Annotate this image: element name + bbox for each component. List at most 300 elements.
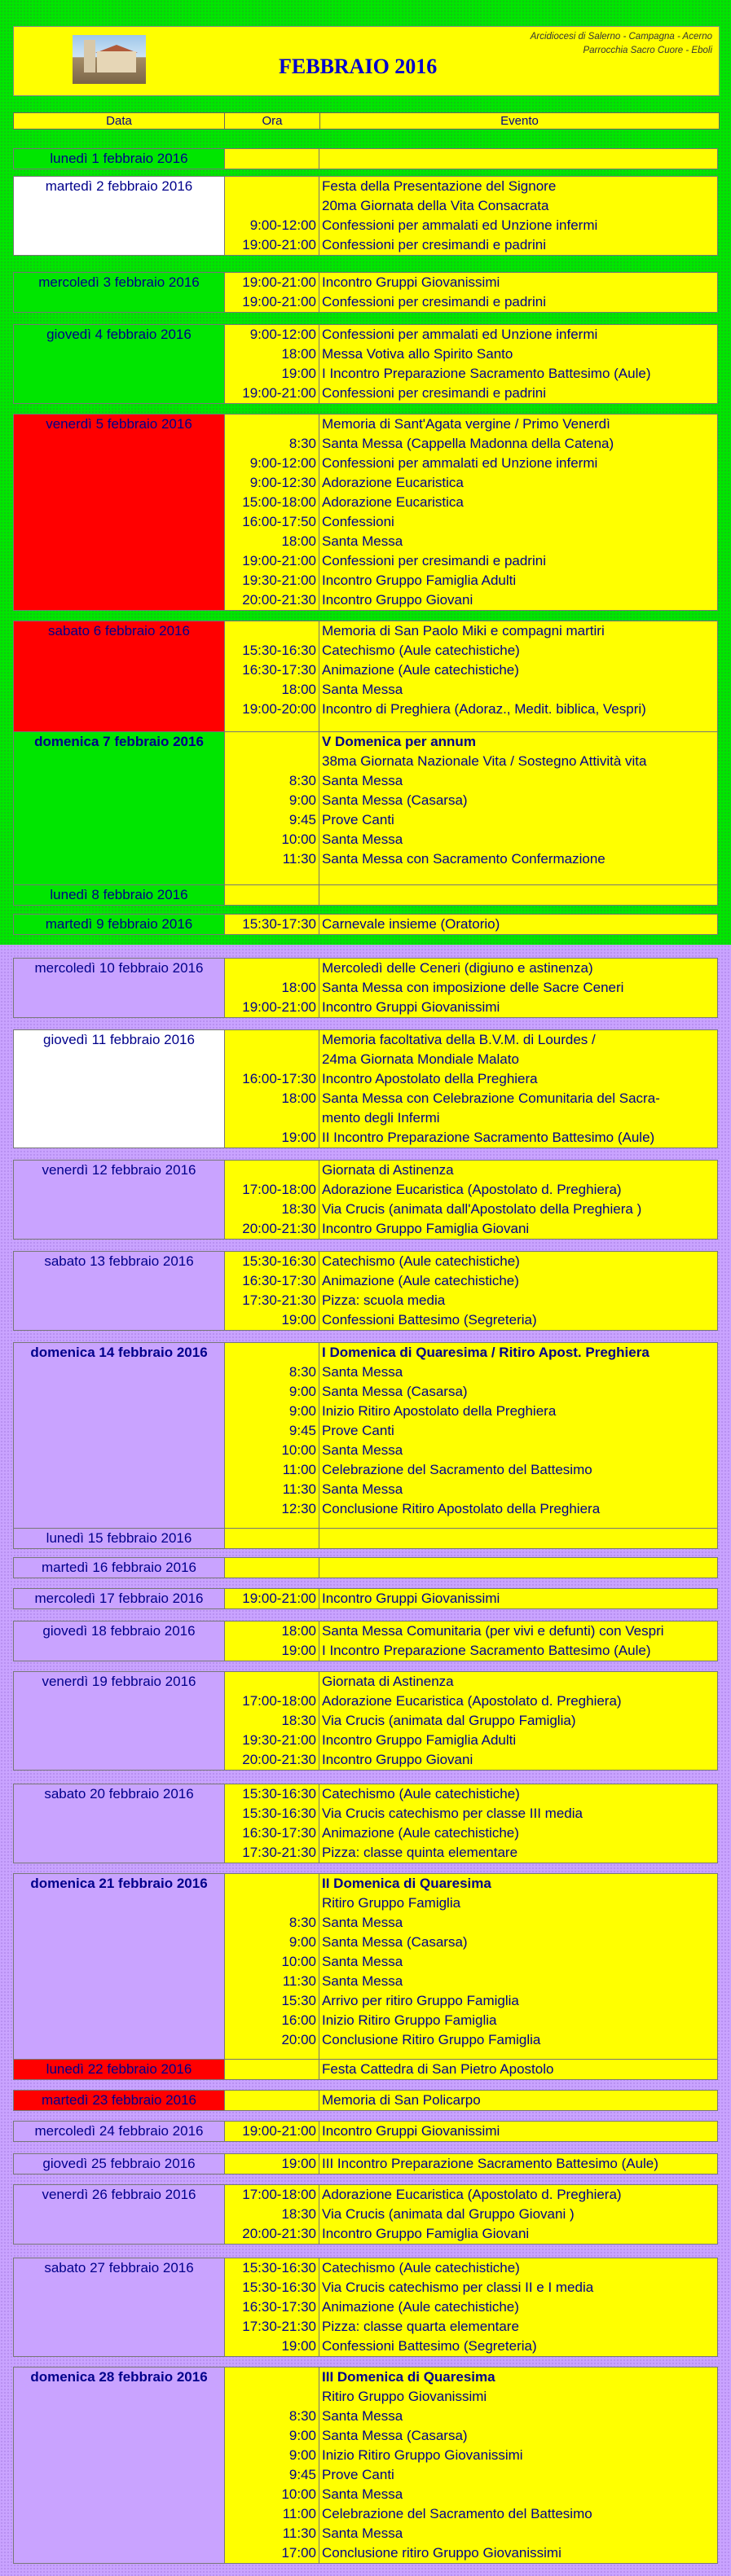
event-time: 15:30-16:30 (242, 2280, 316, 2295)
event-time: 11:30 (282, 1481, 316, 1497)
event-time (225, 621, 316, 641)
event-description: Inizio Ritiro Gruppo Famiglia (322, 2012, 497, 2028)
day-row (13, 2258, 718, 2357)
event-time: 18:00 (281, 980, 316, 995)
day-events (319, 415, 717, 610)
event-description: Giornata di Astinenza (322, 1674, 454, 1689)
day-row (13, 148, 718, 169)
event-time (225, 1343, 316, 1363)
event-description: Confessioni per cresimandi e padrini (322, 237, 546, 252)
event-description: Conclusione Ritiro Gruppo Famiglia (322, 2032, 541, 2047)
event-time: 16:30-17:30 (242, 1825, 316, 1841)
day-row (13, 1671, 718, 1771)
day-row (13, 1160, 718, 1240)
event-time: 8:30 (288, 2408, 316, 2424)
event-description: Festa Cattedra di San Pietro Apostolo (322, 2061, 554, 2077)
event-description: Prove Canti (322, 2467, 394, 2482)
event-time: 11:00 (282, 2506, 316, 2521)
event-description: Incontro Gruppi Giovanissimi (322, 1591, 500, 1606)
day-date: giovedì 25 febbraio 2016 (14, 2154, 224, 2174)
day-row (13, 2121, 718, 2142)
event-description: Via Crucis (animata dal Gruppo Famiglia) (322, 1713, 576, 1728)
day-date: domenica 14 febbraio 2016 (14, 1343, 224, 1538)
event-description: Confessioni per cresimandi e padrini (322, 385, 546, 401)
day-row (13, 1342, 718, 1539)
day-events (319, 2122, 717, 2141)
event-time: 19:00-21:00 (242, 999, 316, 1015)
event-description: mento degli Infermi (322, 1110, 440, 1126)
day-date: sabato 6 febbraio 2016 (14, 621, 224, 739)
event-time (225, 732, 316, 752)
event-description: Via Crucis catechismo per classi II e I media (322, 2280, 594, 2295)
day-times (224, 1874, 319, 2069)
event-description: I Incontro Preparazione Sacramento Battesimo (Aule) (322, 366, 651, 381)
event-description: II Domenica di Quaresima (322, 1876, 491, 1891)
event-time: 9:00 (288, 792, 316, 808)
event-description: Confessioni per ammalati ed Unzione infermi (322, 327, 598, 342)
event-time: 8:30 (288, 1915, 316, 1930)
event-description: Memoria di San Policarpo (322, 2092, 481, 2108)
event-description: Confessioni Battesimo (Segreteria) (322, 1312, 537, 1327)
event-description: Via Crucis catechismo per classe III media (322, 1806, 583, 1821)
day-times (224, 1589, 319, 1608)
day-times (224, 732, 319, 889)
event-time: 10:00 (281, 2486, 316, 2502)
event-description: Celebrazione del Sacramento del Battesimo (322, 2506, 592, 2521)
day-date: sabato 20 febbraio 2016 (14, 1784, 224, 1863)
event-description: Santa Messa (322, 2526, 403, 2541)
event-description: Incontro Gruppo Famiglia Giovani (322, 1221, 530, 1236)
day-times (224, 1343, 319, 1538)
event-time: 9:00-12:00 (249, 217, 316, 233)
day-row (13, 621, 718, 739)
event-description: Ritiro Gruppo Giovanissimi (322, 2389, 487, 2404)
day-date: lunedì 22 febbraio 2016 (14, 2060, 224, 2079)
column-headers (13, 112, 720, 129)
event-time: 16:30-17:30 (242, 1273, 316, 1288)
event-description: Festa della Presentazione del Signore (322, 178, 557, 194)
event-time (225, 752, 316, 771)
day-events (319, 273, 717, 312)
event-description: Incontro Gruppo Famiglia Adulti (322, 573, 517, 588)
event-description: Conclusione Ritiro Apostolato della Preghiera (322, 1501, 601, 1516)
event-time (225, 885, 316, 905)
event-description: Santa Messa con Celebrazione Comunitaria del Sacra- (322, 1091, 660, 1106)
event-description: Adorazione Eucaristica (322, 494, 464, 510)
event-time: 19:00-21:00 (242, 2123, 316, 2139)
day-row (13, 2367, 718, 2564)
day-row (13, 2184, 718, 2245)
event-time: 19:00 (281, 1643, 316, 1658)
day-date: venerdì 19 febbraio 2016 (14, 1672, 224, 1770)
event-description: Pizza: classe quinta elementare (322, 1845, 518, 1860)
event-time: 9:45 (288, 1423, 316, 1438)
event-description: Confessioni (322, 514, 394, 529)
day-date: venerdì 12 febbraio 2016 (14, 1161, 224, 1239)
day-events (319, 2091, 717, 2110)
event-description: Catechismo (Aule catechistiche) (322, 1253, 520, 1269)
event-time: 19:00-21:00 (242, 237, 316, 252)
event-time (225, 1894, 316, 1913)
event-time: 9:00 (288, 1384, 316, 1399)
event-time: 9:00 (288, 1403, 316, 1419)
day-times (224, 325, 319, 403)
day-row (13, 1621, 718, 1661)
event-description: Santa Messa (Casarsa) (322, 1934, 468, 1950)
event-time (225, 415, 316, 434)
day-row (13, 731, 718, 889)
event-description: Animazione (Aule catechistiche) (322, 1825, 519, 1841)
event-description: Conclusione ritiro Gruppo Giovanissimi (322, 2545, 561, 2561)
event-time: 19:30-21:00 (242, 1732, 316, 1748)
event-time: 17:00-18:00 (242, 1693, 316, 1709)
event-time: 17:30-21:30 (242, 1292, 316, 1308)
event-description: Giornata di Astinenza (322, 1162, 454, 1178)
event-description: Incontro Gruppo Giovani (322, 1752, 473, 1767)
event-time: 9:00 (288, 2428, 316, 2443)
day-times (224, 415, 319, 610)
event-time: 18:30 (281, 2206, 316, 2222)
event-description: Santa Messa (322, 2408, 403, 2424)
event-description: Pizza: scuola media (322, 1292, 446, 1308)
day-row (13, 1029, 718, 1148)
event-description: Ritiro Gruppo Famiglia (322, 1895, 461, 1911)
day-times (224, 621, 319, 739)
event-description: Santa Messa (322, 773, 403, 788)
event-time: 18:00 (281, 346, 316, 362)
event-time (225, 1672, 316, 1692)
event-description: Confessioni Battesimo (Segreteria) (322, 2338, 537, 2354)
day-date: mercoledì 24 febbraio 2016 (14, 2122, 224, 2141)
event-time: 9:00 (288, 1934, 316, 1950)
parish-line: Parrocchia Sacro Cuore - Eboli (583, 46, 712, 55)
day-row (13, 1588, 718, 1609)
event-description: Memoria di San Paolo Miki e compagni martiri (322, 623, 605, 639)
event-time: 19:00 (281, 366, 316, 381)
day-date: giovedì 4 febbraio 2016 (14, 325, 224, 403)
event-time: 8:30 (288, 436, 316, 451)
event-time: 19:00 (281, 2338, 316, 2354)
event-description: Catechismo (Aule catechistiche) (322, 2260, 520, 2275)
event-description: Arrivo per ritiro Gruppo Famiglia (322, 1993, 519, 2008)
event-description: Confessioni per cresimandi e padrini (322, 553, 546, 568)
calendar-header (13, 26, 720, 96)
event-time: 20:00-21:30 (242, 592, 316, 608)
event-time: 15:30-16:30 (242, 643, 316, 658)
event-time: 17:00-18:00 (242, 2187, 316, 2202)
event-description: Santa Messa (322, 682, 403, 697)
page-title: FEBBRAIO 2016 (279, 55, 438, 78)
day-row (13, 2090, 718, 2111)
event-description: Prove Canti (322, 812, 394, 827)
event-time: 8:30 (288, 1364, 316, 1380)
day-events (319, 1558, 717, 1578)
day-row (13, 2153, 718, 2174)
event-description: III Domenica di Quaresima (322, 2369, 495, 2385)
day-events (319, 1784, 717, 1863)
event-time: 15:30-16:30 (242, 2260, 316, 2275)
event-time: 15:30-17:30 (242, 916, 316, 932)
day-events (319, 325, 717, 403)
day-date: giovedì 18 febbraio 2016 (14, 1622, 224, 1661)
event-description: Santa Messa (322, 533, 403, 549)
event-description: Messa Votiva allo Spirito Santo (322, 346, 513, 362)
day-row (13, 958, 718, 1018)
event-time (225, 1161, 316, 1180)
day-times (224, 2258, 319, 2356)
day-date: venerdì 5 febbraio 2016 (14, 415, 224, 610)
day-times (224, 959, 319, 1017)
day-row (13, 1873, 718, 2070)
event-description: Celebrazione del Sacramento del Battesimo (322, 1462, 592, 1477)
event-time: 17:00-18:00 (242, 1182, 316, 1197)
event-time: 19:00-21:00 (242, 385, 316, 401)
event-description: Via Crucis (animata dall'Apostolato della Preghiera ) (322, 1201, 642, 1217)
day-date: mercoledì 17 febbraio 2016 (14, 1589, 224, 1608)
event-time (225, 177, 316, 196)
day-row (13, 1528, 718, 1549)
event-time: 19:00-21:00 (242, 294, 316, 309)
day-events (319, 1589, 717, 1608)
day-date: martedì 9 febbraio 2016 (14, 915, 224, 934)
day-times (224, 1784, 319, 1863)
event-time: 19:00 (281, 1130, 316, 1145)
day-row (13, 272, 718, 313)
event-description: Santa Messa (322, 1954, 403, 1969)
day-date: mercoledì 10 febbraio 2016 (14, 959, 224, 1017)
event-time: 12:30 (281, 1501, 316, 1516)
event-time: 19:00-21:00 (242, 1591, 316, 1606)
day-events (319, 2368, 717, 2563)
event-time: 10:00 (281, 1442, 316, 1458)
event-description: Santa Messa (Casarsa) (322, 2428, 468, 2443)
event-time: 18:30 (281, 1713, 316, 1728)
day-times (224, 2122, 319, 2141)
event-description: Incontro di Preghiera (Adoraz., Medit. biblica, Vespri) (322, 701, 646, 717)
day-times (224, 915, 319, 934)
event-time: 19:00 (281, 2156, 316, 2171)
event-description: Santa Messa (Cappella Madonna della Catena) (322, 436, 614, 451)
event-description: Incontro Gruppo Giovani (322, 592, 473, 608)
event-time (225, 959, 316, 978)
day-row (13, 176, 718, 256)
diocese-info (531, 30, 712, 58)
event-time (225, 1874, 316, 1894)
day-date: domenica 28 febbraio 2016 (14, 2368, 224, 2563)
day-date: venerdì 26 febbraio 2016 (14, 2185, 224, 2244)
event-description: V Domenica per annum (322, 734, 476, 749)
day-times (224, 2368, 319, 2563)
event-time: 9:00 (288, 2447, 316, 2463)
day-events (319, 1252, 717, 1330)
event-description: Adorazione Eucaristica (322, 475, 464, 490)
event-description: Santa Messa (322, 1481, 403, 1497)
day-times (224, 1558, 319, 1578)
day-times (224, 2154, 319, 2174)
event-description: III Incontro Preparazione Sacramento Battesimo (Aule) (322, 2156, 658, 2171)
event-time: 19:00-20:00 (242, 701, 316, 717)
event-description: Carnevale insieme (Oratorio) (322, 916, 500, 932)
event-description: Santa Messa (322, 1973, 403, 1989)
event-description: Incontro Gruppi Giovanissimi (322, 999, 500, 1015)
event-time: 19:00-21:00 (242, 274, 316, 290)
event-time: 17:30-21:30 (242, 2319, 316, 2334)
event-time: 9:00-12:30 (249, 475, 316, 490)
day-events (319, 177, 717, 255)
event-time: 15:30 (281, 1993, 316, 2008)
day-row (13, 1251, 718, 1331)
event-description: Prove Canti (322, 1423, 394, 1438)
event-time: 16:30-17:30 (242, 2299, 316, 2315)
day-date: lunedì 8 febbraio 2016 (14, 885, 224, 905)
event-time: 18:00 (281, 1623, 316, 1639)
event-description: Incontro Gruppi Giovanissimi (322, 2123, 500, 2139)
event-time: 17:00 (281, 2545, 316, 2561)
event-description: Incontro Apostolato della Preghiera (322, 1071, 538, 1086)
event-description: Memoria di Sant'Agata vergine / Primo Venerdì (322, 416, 610, 432)
day-times (224, 1030, 319, 1148)
event-description: Santa Messa Comunitaria (per vivi e defunti) con Vespri (322, 1623, 664, 1639)
day-events (319, 621, 717, 739)
event-time (225, 2387, 316, 2407)
event-time: 16:00-17:30 (242, 1071, 316, 1086)
event-description: Catechismo (Aule catechistiche) (322, 1786, 520, 1801)
day-events (319, 959, 717, 1017)
event-description: 24ma Giornata Mondiale Malato (322, 1051, 519, 1067)
event-description: Mercoledì delle Ceneri (digiuno e astinenza) (322, 960, 593, 976)
event-description: I Incontro Preparazione Sacramento Battesimo (Aule) (322, 1643, 651, 1658)
event-time: 20:00-21:30 (242, 1752, 316, 1767)
day-date: lunedì 15 febbraio 2016 (14, 1529, 224, 1548)
day-events (319, 915, 717, 934)
event-time: 15:30-16:30 (242, 1806, 316, 1821)
event-description: Animazione (Aule catechistiche) (322, 1273, 519, 1288)
event-time: 16:30-17:30 (242, 662, 316, 678)
event-time (225, 1558, 316, 1578)
event-time: 20:00-21:30 (242, 1221, 316, 1236)
column-event: Evento (319, 113, 719, 129)
event-time: 15:30-16:30 (242, 1786, 316, 1801)
event-description (322, 1529, 717, 1548)
day-events (319, 1030, 717, 1148)
day-times (224, 177, 319, 255)
event-time: 9:00-12:00 (249, 455, 316, 471)
day-events (319, 2258, 717, 2356)
day-events (319, 1529, 717, 1548)
event-time: 17:30-21:30 (242, 1845, 316, 1860)
day-events (319, 1874, 717, 2069)
event-description: Adorazione Eucaristica (Apostolato d. Preghiera) (322, 1693, 622, 1709)
event-time: 18:00 (281, 533, 316, 549)
day-events (319, 149, 717, 169)
event-description: Confessioni per cresimandi e padrini (322, 294, 546, 309)
event-time: 11:30 (282, 851, 316, 867)
church-photo-icon (73, 35, 146, 84)
day-times (224, 273, 319, 312)
event-time: 19:00 (281, 1312, 316, 1327)
event-time: 18:00 (281, 1091, 316, 1106)
event-description: II Incontro Preparazione Sacramento Battesimo (Aule) (322, 1130, 655, 1145)
event-time (225, 1529, 316, 1548)
event-description: Memoria facoltativa della B.V.M. di Lourdes / (322, 1032, 596, 1047)
event-description: I Domenica di Quaresima / Ritiro Apost. Preghiera (322, 1345, 650, 1360)
day-events (319, 1672, 717, 1770)
day-row (13, 414, 718, 611)
event-description: Santa Messa (Casarsa) (322, 792, 468, 808)
event-description: Animazione (Aule catechistiche) (322, 2299, 519, 2315)
event-time: 10:00 (281, 1954, 316, 1969)
diocese-line: Arcidiocesi di Salerno - Campagna - Acerno (530, 32, 712, 42)
day-events (319, 1343, 717, 1538)
event-description: Via Crucis (animata dal Gruppo Giovani ) (322, 2206, 575, 2222)
day-times (224, 885, 319, 905)
day-row (13, 1784, 718, 1863)
column-time: Ora (224, 113, 319, 129)
day-events (319, 2185, 717, 2244)
event-time: 11:30 (282, 2526, 316, 2541)
event-time (225, 1050, 316, 1069)
event-time: 8:30 (288, 773, 316, 788)
event-description: Santa Messa con imposizione delle Sacre Ceneri (322, 980, 624, 995)
day-events (319, 1622, 717, 1661)
day-row (13, 2059, 718, 2080)
day-date: domenica 21 febbraio 2016 (14, 1874, 224, 2069)
event-description: Santa Messa (Casarsa) (322, 1384, 468, 1399)
event-description: Santa Messa con Sacramento Confermazione (322, 851, 605, 867)
event-description: Santa Messa (322, 1364, 403, 1380)
event-description: 38ma Giornata Nazionale Vita / Sostegno Attività vita (322, 753, 647, 769)
event-time: 18:00 (281, 682, 316, 697)
event-time: 19:30-21:00 (242, 573, 316, 588)
day-events (319, 2154, 717, 2174)
event-time (225, 149, 316, 169)
day-row (13, 884, 718, 906)
event-time (225, 2368, 316, 2387)
column-date: Data (106, 114, 132, 128)
event-time: 15:30-16:30 (242, 1253, 316, 1269)
event-time: 20:00-21:30 (242, 2226, 316, 2241)
event-time: 11:30 (282, 1973, 316, 1989)
event-time: 9:00-12:00 (249, 327, 316, 342)
event-time: 20:00 (281, 2032, 316, 2047)
event-description: Inizio Ritiro Gruppo Giovanissimi (322, 2447, 523, 2463)
event-description: Inizio Ritiro Apostolato della Preghiera (322, 1403, 557, 1419)
day-row (13, 1557, 718, 1578)
day-date: sabato 13 febbraio 2016 (14, 1252, 224, 1330)
event-time (225, 1108, 316, 1128)
day-times (224, 1252, 319, 1330)
day-events (319, 2060, 717, 2079)
day-times (224, 1529, 319, 1548)
event-time: 15:00-18:00 (242, 494, 316, 510)
event-description (322, 149, 717, 169)
day-date: sabato 27 febbraio 2016 (14, 2258, 224, 2356)
day-times (224, 1622, 319, 1661)
event-time: 16:00-17:50 (242, 514, 316, 529)
day-events (319, 732, 717, 889)
event-description (322, 885, 717, 905)
day-row (13, 914, 718, 935)
day-times (224, 1161, 319, 1239)
event-description: Santa Messa (322, 832, 403, 847)
day-times (224, 149, 319, 169)
event-time (225, 2060, 316, 2079)
event-time: 10:00 (281, 832, 316, 847)
event-description: Catechismo (Aule catechistiche) (322, 643, 520, 658)
day-date: martedì 16 febbraio 2016 (14, 1558, 224, 1578)
day-row (13, 324, 718, 404)
day-date: lunedì 1 febbraio 2016 (14, 149, 224, 169)
